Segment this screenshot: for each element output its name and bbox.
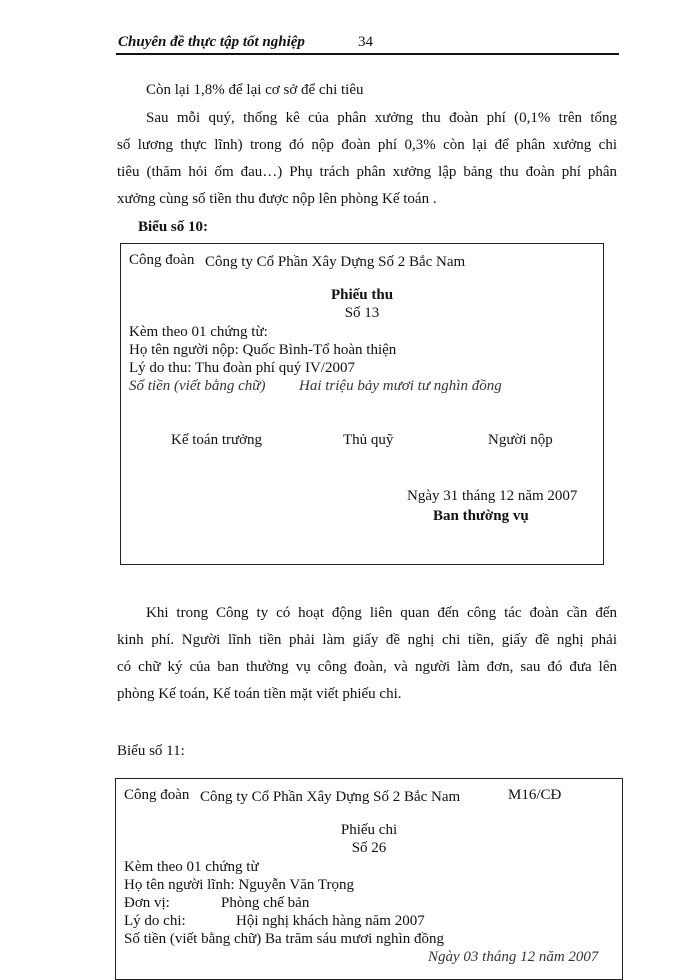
form10-attachments: Kèm theo 01 chứng từ: bbox=[129, 324, 268, 340]
para1-line-2: Sau mỗi quý, thống kê của phân xưởng thu đoàn phí (0,1% trên tổng bbox=[146, 110, 617, 126]
para2-line-2: kinh phí. Người lĩnh tiền phải làm giấy đề nghị chi tiền, giấy đề nghị phải bbox=[117, 632, 617, 648]
form10-title: Phiếu thu bbox=[330, 287, 394, 303]
form11-reason-label: Lý do chi: bbox=[124, 913, 186, 929]
form10-amount-label: Số tiền (viết bằng chữ) bbox=[129, 378, 266, 394]
form10-number: Số 13 bbox=[344, 305, 380, 321]
form10-amount-text: Hai triệu bảy mươi tư nghìn đồng bbox=[299, 378, 502, 394]
form10-sign-accountant: Kế toán trưởng bbox=[171, 432, 263, 448]
form10-date: Ngày 31 tháng 12 năm 2007 bbox=[407, 488, 578, 504]
para2-line-3: có chữ ký của ban thường vụ công đoàn, và người làm đơn, sau đó đưa lên bbox=[117, 659, 617, 675]
form11-org-name: Công ty Cổ Phần Xây Dựng Số 2 Bắc Nam bbox=[200, 789, 461, 805]
form11-unit-value: Phòng chế bản bbox=[221, 895, 310, 911]
form10-org-prefix: Công đoàn bbox=[129, 252, 195, 268]
receipt-form bbox=[120, 243, 604, 565]
header-title: Chuyên đề thực tập tốt nghiệp bbox=[118, 34, 305, 50]
form10-reason: Lý do thu: Thu đoàn phí quý IV/2007 bbox=[129, 360, 355, 376]
form11-caption: Biểu số 11: bbox=[117, 743, 185, 759]
para1-line-3: số lương thực lĩnh) trong đó nộp đoàn phí 0,3% còn lại để phân xưởng chi bbox=[117, 137, 617, 153]
form11-org-prefix: Công đoàn bbox=[124, 787, 190, 803]
form11-date: Ngày 03 tháng 12 năm 2007 bbox=[428, 949, 599, 965]
form11-reason-value: Hội nghị khách hàng năm 2007 bbox=[236, 913, 425, 929]
header-divider bbox=[116, 53, 619, 55]
form10-sign-cashier: Thủ quỹ bbox=[343, 432, 394, 448]
form11-attachments: Kèm theo 01 chứng từ bbox=[124, 859, 259, 875]
para1-line-5: xưởng cùng số tiền thu được nộp lên phòng Kế toán . bbox=[117, 191, 437, 207]
form10-sign-payer: Người nộp bbox=[488, 432, 553, 448]
para1-line-4: tiêu (thăm hỏi ốm đau…) Phụ trách phân xưởng lập bảng thu đoàn phí phân bbox=[117, 164, 617, 180]
form10-caption: Biểu số 10: bbox=[138, 219, 209, 235]
form11-number: Số 26 bbox=[351, 840, 387, 856]
para2-body bbox=[117, 600, 617, 708]
para2-line-1: Khi trong Công ty có hoạt động liên quan đến công tác đoàn cần đến bbox=[146, 605, 617, 621]
form11-title: Phiếu chi bbox=[340, 822, 398, 838]
form10-org-name: Công ty Cổ Phần Xây Dựng Số 2 Bắc Nam bbox=[205, 254, 466, 270]
payment-form bbox=[115, 778, 623, 980]
form11-amount: Số tiền (viết bằng chữ) Ba trăm sáu mươi nghìn đồng bbox=[124, 931, 444, 947]
form10-committee: Ban thường vụ bbox=[433, 508, 529, 524]
form11-form-code: M16/CĐ bbox=[508, 787, 562, 803]
form11-unit-label: Đơn vị: bbox=[124, 895, 170, 911]
form11-receiver: Họ tên người lĩnh: Nguyễn Văn Trọng bbox=[124, 877, 354, 893]
form10-payer: Họ tên người nộp: Quốc Bình-Tổ hoàn thiện bbox=[129, 342, 397, 358]
page-number: 34 bbox=[358, 34, 373, 50]
para1-body bbox=[117, 105, 617, 213]
para1-line-1: Còn lại 1,8% để lại cơ sở để chi tiêu bbox=[146, 82, 364, 98]
para2-line-4: phòng Kế toán, Kế toán tiền mặt viết phiếu chi. bbox=[117, 686, 402, 702]
